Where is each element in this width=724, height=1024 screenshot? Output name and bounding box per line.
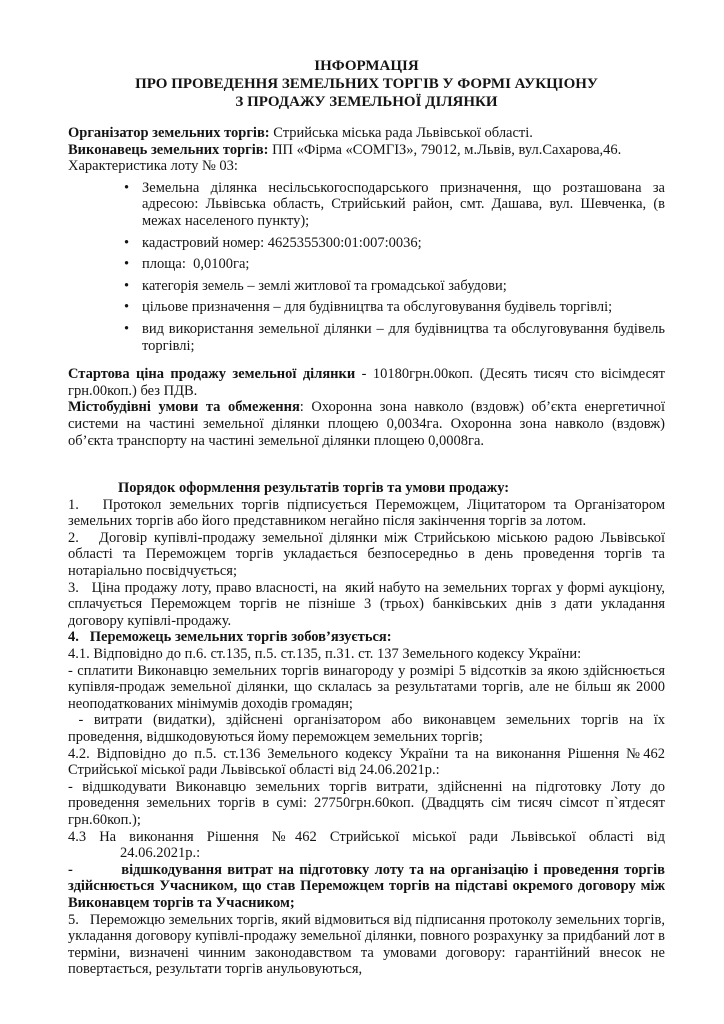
section-spacer [68, 449, 665, 480]
list-item-area: • площа: 0,0100га; [142, 256, 665, 273]
lot-characteristics-heading: Характеристика лоту № 03: [68, 158, 238, 175]
price-and-planning-block [68, 366, 665, 449]
procedure-item-4-3-line1: 4.3 На виконання Рішення №462 Стрийської міської ради Львівської області від [68, 828, 665, 845]
planning-restrictions-label: Містобудівні умови та обмеження [68, 399, 300, 416]
starting-price-paragraph [68, 366, 665, 399]
executor-label: Виконавець земельних торгів: [68, 141, 269, 158]
procedure-item-4-3-line2: 24.06.2021р.: [120, 845, 201, 862]
procedure-section-heading: Порядок оформлення результатів торгів та умови продажу: [118, 480, 510, 497]
lot-characteristics-list [68, 180, 665, 354]
planning-restrictions-paragraph [68, 399, 665, 449]
organizer-paragraph [68, 125, 665, 142]
title-line-1: ІНФОРМАЦІЯ [314, 58, 419, 74]
title-line-3: З ПРОДАЖУ ЗЕМЕЛЬНОЇ ДІЛЯНКИ [235, 94, 498, 110]
procedure-item-4-1-costs: - витрати (видатки), здійснені організатором або виконавцем земельних торгів на їх проведення, відшкодовуються йому переможцем земельних торгів; [68, 712, 665, 745]
title-line-2: ПРО ПРОВЕДЕННЯ ЗЕМЕЛЬНИХ ТОРГІВ У ФОРМІ АУКЦІОНУ [135, 76, 598, 92]
procedure-item-4-1: 4.1. Відповідно до п.6. ст.135, п.5. ст.135, п.31. ст. 137 Земельного кодексу України: [68, 646, 582, 663]
list-item-parcel-location: • Земельна ділянка несільськогосподарського призначення, що розташована за адресою: Львівська область, Стрийський район, смт. Дашава, вул. Шевченка, (в межах населеного пункту); [142, 180, 665, 230]
procedure-item-4-1-pay: - сплатити Виконавцю земельних торгів винагороду у розмірі 5 відсотків за якою здійснюється купівля-продаж земельної ділянки, що склалась за результатами торгів, але не більш як 2000 неоподаткованих мінімумів доходів громадян; [68, 662, 665, 712]
organizer-value: Стрийська міська рада Львівської області. [269, 125, 533, 141]
starting-price-value: - 10180грн.00коп. (Десять тисяч сто вісімдесят грн.00коп.) без ПДВ. [68, 366, 666, 399]
executor-paragraph [68, 142, 665, 159]
list-item-cadastral-number: • кадастровий номер: 4625355300:01:007:0036; [142, 235, 665, 252]
organizer-label: Організатор земельних торгів: [68, 125, 270, 141]
procedure-item-4: 4. Переможець земельних торгів зобов’язується: [68, 629, 392, 646]
executor-value: ПП «Фірма «СОМГІЗ», 79012, м.Львів, вул.Сахарова,46. [268, 141, 622, 158]
list-item-land-category: • категорія земель – землі житлової та громадської забудови; [142, 278, 665, 295]
procedure-item-5: 5. Переможцю земельних торгів, який відмовиться від підписання протоколу земельних торгів, укладання договору купівлі-продажу земельної ділянки, повного розрахунку за придбаний лот в терміни, визначені чинним законодавством та умовами договору: гарантійний внесок не повертається, результати торгів анульовуються, [68, 911, 665, 978]
procedure-item-4-2: 4.2. Відповідно до п.5. ст.136 Земельного кодексу України та на виконання Рішення №462 Стрийської міської ради Львівської області від 24.06.2021р.: [68, 745, 665, 779]
procedure-item-3: 3. Ціна продажу лоту, право власності, на який набуто на земельних торгах у формі аукціону, сплачується Переможцем торгів не пізніше 3 (трьох) банківських днів з дати укладання договору купівлі-продажу. [68, 579, 665, 629]
procedure-item-1: 1. Протокол земельних торгів підписується Переможцем, Ліцитатором та Організатором земельних торгів або його представником негайно після закінчення торгів за лотом. [68, 496, 665, 530]
list-item-use-type: • вид використання земельної ділянки – для будівництва та обслуговування будівель торгівлі; [142, 321, 665, 354]
procedure-item-4-2-reimburse: - відшкодувати Виконавцю земельних торгів витрати, здійсненні на підготовку Лоту до проведення земельних торгів в сумі: 27750грн.60коп. (Двадцять сім тисяч сімсот п`ятдесят грн.60коп.); [68, 778, 665, 828]
list-item-purpose: • цільове призначення – для будівництва та обслуговування будівель торгівлі; [142, 299, 665, 316]
procedure-item-4-3-dash: - відшкодування витрат на підготовку лоту та на організацію і проведення торгів здійснюється Учасником, що став Переможцем торгів на підставі окремого договору між Виконавцем торгів та Учасником; [68, 861, 665, 911]
planning-restrictions-value: : Охоронна зона навколо (вздовж) об’єкта енергетичної системи на частині земельної ділянки площею 0,0034га. Охоронна зона навколо (вздовж) об’єкта транспорту на частині земельної ділянки площею 0,0008га. [68, 399, 665, 449]
starting-price-label: Стартова ціна продажу земельної ділянки [68, 366, 356, 383]
procedure-item-2: 2. Договір купівлі-продажу земельної ділянки між Стрийською міською радою Львівської області та Переможцем торгів укладається безпосередньо в день проведення торгів та нотаріально посвідчується; [68, 529, 665, 580]
procedure-item-4-3 [68, 829, 665, 862]
document-title [68, 57, 665, 111]
